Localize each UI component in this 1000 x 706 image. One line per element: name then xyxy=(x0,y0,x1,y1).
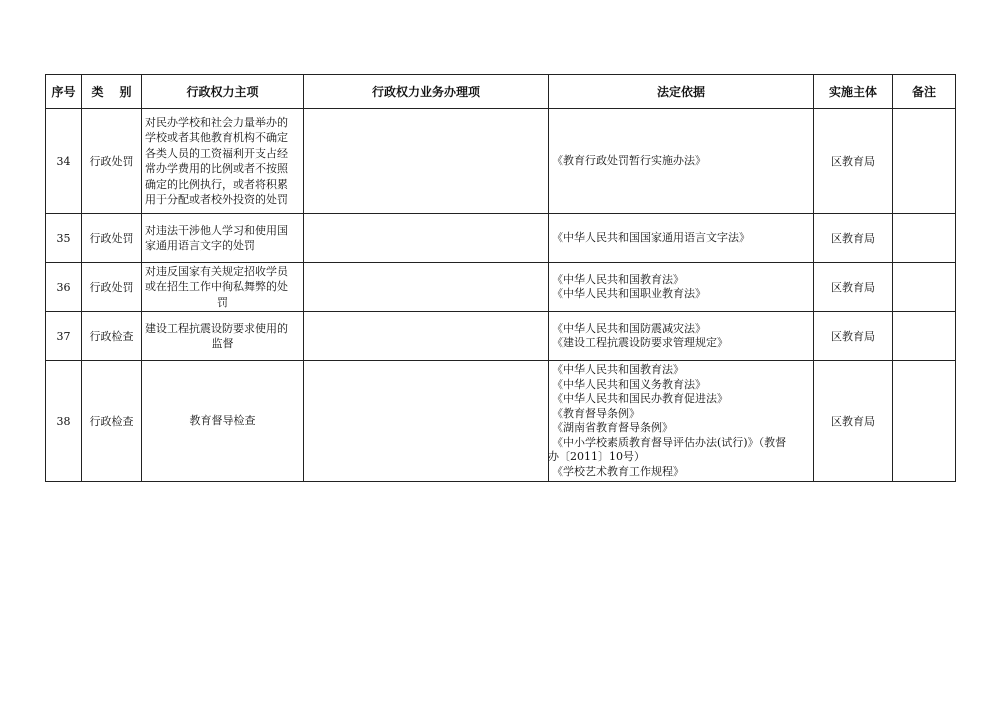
basis-line: 《湖南省教育督导条例》 xyxy=(552,421,673,434)
basis-line: 《学校艺术教育工作规程》 xyxy=(552,464,684,478)
cell-business-item xyxy=(304,109,549,214)
table-row xyxy=(46,263,956,312)
cell-category: 行政检查 xyxy=(82,361,142,482)
cell-legal-basis xyxy=(549,214,814,263)
power-line: 教育督导检查 xyxy=(189,414,256,428)
cell-power-item xyxy=(142,263,304,312)
power-line: 建设工程抗震设防要求使用的 xyxy=(145,321,288,335)
cell-subject: 区教育局 xyxy=(814,312,893,361)
power-line: 各类人员的工资福利开支占经 xyxy=(145,146,288,160)
cell-remarks xyxy=(893,361,956,482)
basis-line: 《教育行政处罚暂行实施办法》 xyxy=(552,153,706,167)
basis-line: 《建设工程抗震设防要求管理规定》 xyxy=(552,336,728,349)
header-subject: 实施主体 xyxy=(814,75,893,109)
power-list-table xyxy=(45,74,956,482)
power-line: 常办学费用的比例或者不按照 xyxy=(145,162,288,175)
basis-line: 《中华人民共和国教育法》 xyxy=(552,363,684,376)
cell-category: 行政处罚 xyxy=(82,109,142,214)
power-line: 确定的比例执行，或者将积累 xyxy=(145,177,288,191)
cell-remarks xyxy=(893,263,956,312)
cell-category: 行政处罚 xyxy=(82,263,142,312)
header-remarks: 备注 xyxy=(893,75,956,109)
power-line: 对违反国家有关规定招收学员 xyxy=(145,264,288,278)
cell-power-item xyxy=(142,361,304,482)
header-power-item: 行政权力主项 xyxy=(142,75,304,109)
basis-line: 《中华人民共和国国家通用语言文字法》 xyxy=(552,230,750,244)
cell-subject: 区教育局 xyxy=(814,214,893,263)
cell-business-item xyxy=(304,361,549,482)
basis-line: 《中华人民共和国职业教育法》 xyxy=(552,287,706,300)
cell-category: 行政检查 xyxy=(82,312,142,361)
cell-legal-basis xyxy=(549,361,814,482)
table-row xyxy=(46,214,956,263)
basis-line: 《教育督导条例》 xyxy=(552,406,640,420)
power-line: 对违法干涉他人学习和使用国 xyxy=(145,223,288,237)
cell-subject: 区教育局 xyxy=(814,109,893,214)
cell-category: 行政处罚 xyxy=(82,214,142,263)
cell-seq: 35 xyxy=(46,214,82,263)
header-business-item: 行政权力业务办理项 xyxy=(304,75,549,109)
header-row xyxy=(46,75,956,109)
cell-subject: 区教育局 xyxy=(814,263,893,312)
cell-seq: 36 xyxy=(46,263,82,312)
cell-business-item xyxy=(304,263,549,312)
cell-business-item xyxy=(304,312,549,361)
cell-legal-basis xyxy=(549,263,814,312)
power-line: 学校或者其他教育机构不确定 xyxy=(145,131,288,144)
cell-power-item xyxy=(142,109,304,214)
basis-line: 《中小学校素质教育督导评估办法(试行)》（教督 xyxy=(552,435,787,449)
cell-remarks xyxy=(893,109,956,214)
basis-line: 《中华人民共和国义务教育法》 xyxy=(552,377,706,391)
power-line: 对民办学校和社会力量举办的 xyxy=(145,115,288,129)
cell-seq: 34 xyxy=(46,109,82,214)
header-seq: 序号 xyxy=(46,75,82,109)
cell-subject: 区教育局 xyxy=(814,361,893,482)
basis-line: 《中华人民共和国防震减灾法》 xyxy=(552,321,706,335)
cell-power-item xyxy=(142,312,304,361)
cell-legal-basis xyxy=(549,312,814,361)
cell-seq: 38 xyxy=(46,361,82,482)
power-line: 监督 xyxy=(211,337,234,350)
header-category-b: 别 xyxy=(119,85,132,99)
cell-power-item xyxy=(142,214,304,263)
cell-seq: 37 xyxy=(46,312,82,361)
header-category xyxy=(82,75,142,109)
power-line: 罚 xyxy=(217,295,228,309)
basis-line: 办〔2011〕10号） xyxy=(548,450,645,463)
table-row xyxy=(46,361,956,482)
table-row xyxy=(46,109,956,214)
cell-remarks xyxy=(893,312,956,361)
cell-legal-basis xyxy=(549,109,814,214)
table-row xyxy=(46,312,956,361)
header-category-a: 类 xyxy=(91,85,104,99)
power-line: 或在招生工作中徇私舞弊的处 xyxy=(145,280,288,294)
basis-line: 《中华人民共和国教育法》 xyxy=(552,272,684,286)
cell-business-item xyxy=(304,214,549,263)
basis-line: 《中华人民共和国民办教育促进法》 xyxy=(552,392,728,405)
header-legal-basis: 法定依据 xyxy=(549,75,814,109)
power-line: 用于分配或者校外投资的处罚 xyxy=(145,193,288,206)
cell-remarks xyxy=(893,214,956,263)
power-line: 家通用语言文字的处罚 xyxy=(145,239,255,252)
